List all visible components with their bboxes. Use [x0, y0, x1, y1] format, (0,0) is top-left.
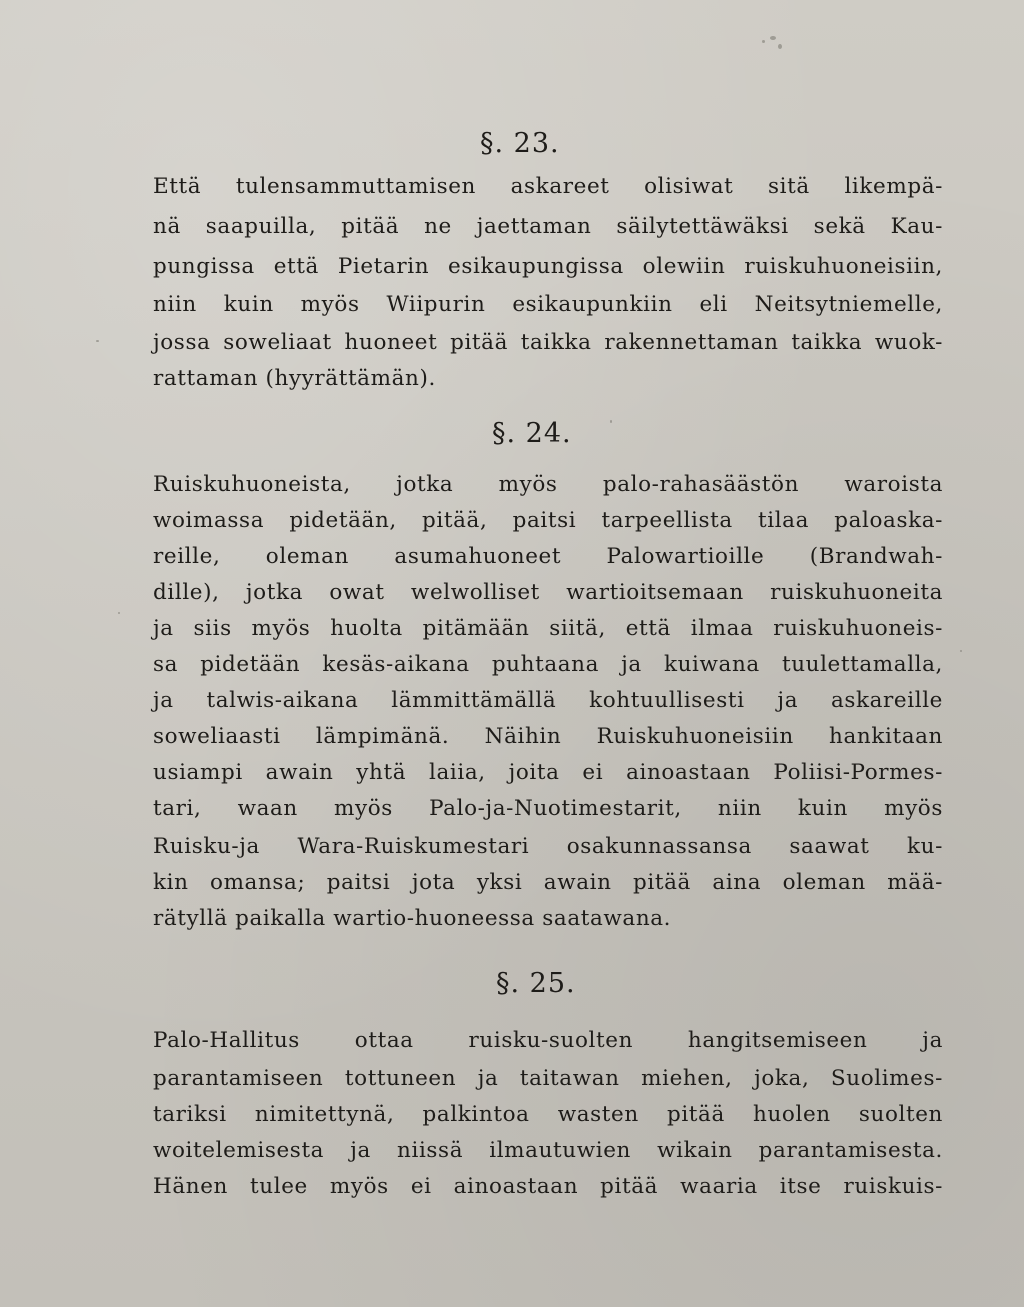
section-24-line-2: woimassa pidetään, pitää, paitsi tarpeellista tilaa paloaska-	[153, 508, 943, 533]
section-24-line-8: soweliaasti lämpimänä. Näihin Ruiskuhuoneisiin hankitaan	[153, 724, 943, 749]
section-25-line-4: woitelemisesta ja niissä ilmautuwien wikain parantamisesta.	[153, 1138, 943, 1163]
section-25-line-3: tariksi nimitettynä, palkintoa wasten pitää huolen suolten	[153, 1102, 943, 1127]
section-25-line-2: parantamiseen tottuneen ja taitawan miehen, joka, Suolimes-	[153, 1066, 943, 1091]
section-23-line-5: jossa soweliaat huoneet pitää taikka rakennettaman taikka wuok-	[153, 330, 943, 355]
section-24-line-5: ja siis myös huolta pitämään siitä, että ilmaa ruiskuhuoneis-	[153, 616, 943, 641]
section-25-line-1: Palo-Hallitus ottaa ruisku-suolten hangitsemiseen ja	[153, 1028, 943, 1053]
section-24-line-12: kin omansa; paitsi jota yksi awain pitää aina oleman mää-	[153, 870, 943, 895]
section-heading-24: §. 24.	[492, 418, 572, 449]
section-24-line-1: Ruiskuhuoneista, jotka myös palo-rahasäästön waroista	[153, 472, 943, 497]
section-24-line-3: reille, oleman asumahuoneet Palowartioille (Brandwah-	[153, 544, 943, 569]
section-25-line-5: Hänen tulee myös ei ainoastaan pitää waaria itse ruiskuis-	[153, 1174, 943, 1199]
section-heading-23: §. 23.	[480, 128, 560, 159]
section-heading-25: §. 25.	[496, 968, 576, 999]
section-24-line-11: Ruisku-ja Wara-Ruiskumestari osakunnassansa saawat ku-	[153, 834, 943, 859]
section-23-line-1: Että tulensammuttamisen askareet olisiwat sitä likempä-	[153, 174, 943, 199]
section-24-line-13: rätyllä paikalla wartio-huoneessa saatawana.	[153, 906, 672, 931]
section-23-line-2: nä saapuilla, pitää ne jaettaman säilytettäwäksi sekä Kau-	[153, 214, 943, 239]
section-24-line-6: sa pidetään kesäs-aikana puhtaana ja kuiwana tuulettamalla,	[153, 652, 943, 677]
section-23-line-4: niin kuin myös Wiipurin esikaupunkiin eli Neitsytniemelle,	[153, 292, 943, 317]
section-24-line-10: tari, waan myös Palo-ja-Nuotimestarit, niin kuin myös	[153, 796, 943, 821]
section-24-line-4: dille), jotka owat welwolliset wartioitsemaan ruiskuhuoneita	[153, 580, 943, 605]
section-24-line-9: usiampi awain yhtä laiia, joita ei ainoastaan Poliisi-Pormes-	[153, 760, 943, 785]
section-23-line-3: pungissa että Pietarin esikaupungissa olewiin ruiskuhuoneisiin,	[153, 254, 943, 279]
section-23-line-6: rattaman (hyyrättämän).	[153, 366, 436, 391]
section-24-line-7: ja talwis-aikana lämmittämällä kohtuullisesti ja askareille	[153, 688, 943, 713]
